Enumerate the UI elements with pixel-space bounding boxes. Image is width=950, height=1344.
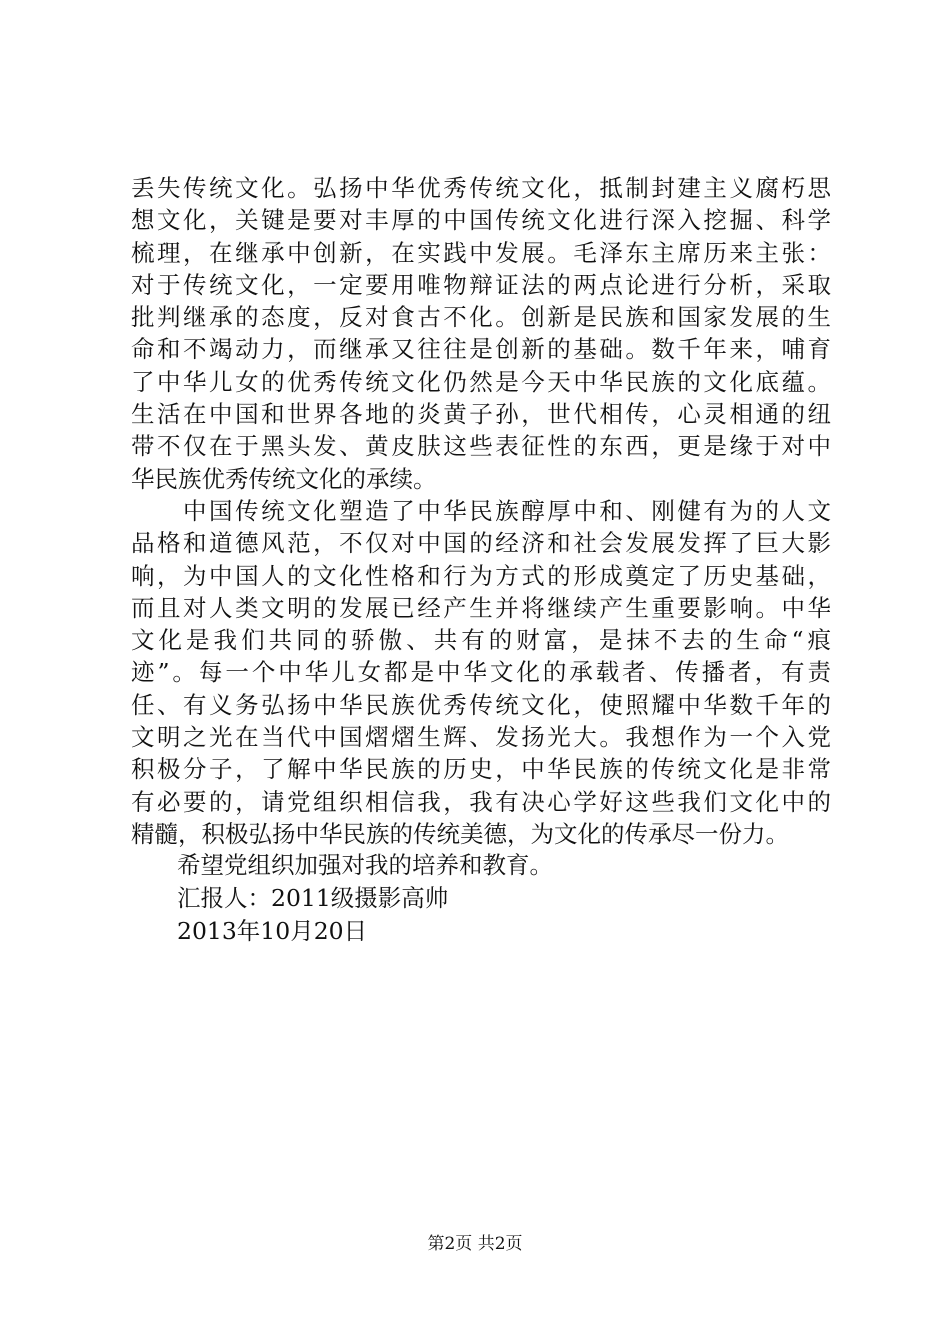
paragraph-1-line: 命和不竭动力，而继承又往往是创新的基础。数千年来，哺育 <box>131 335 831 364</box>
date-line: 2013年10月20日 <box>177 917 368 945</box>
closing-block <box>177 849 553 948</box>
paragraph-2-line: 响，为中国人的文化性格和行为方式的形成奠定了历史基础， <box>131 561 831 590</box>
paragraph-2-line: 文化是我们共同的骄傲、共有的财富，是抹不去的生命“痕 <box>131 626 831 655</box>
paragraph-1-line: 丢失传统文化。弘扬中华优秀传统文化，抵制封建主义腐朽思 <box>131 174 831 202</box>
paragraph-2-line: 而且对人类文明的发展已经产生并将继续产生重要影响。中华 <box>131 593 831 622</box>
paragraph-1-line: 生活在中国和世界各地的炎黄子孙，世代相传，心灵相通的纽 <box>131 400 831 429</box>
reporter-line: 汇报人：2011级摄影高帅 <box>177 884 449 912</box>
closing-wish: 希望党组织加强对我的培养和教育。 <box>177 851 553 879</box>
paragraph-2-line: 任、有义务弘扬中华民族优秀传统文化，使照耀中华数千年的 <box>131 690 831 719</box>
paragraph-2-line: 积极分子，了解中华民族的历史，中华民族的传统文化是非常 <box>131 755 831 784</box>
page-footer: 第2页 共2页 <box>427 1234 523 1254</box>
paragraph-1-line: 了中华儿女的优秀传统文化仍然是今天中华民族的文化底蕴。 <box>131 367 831 396</box>
paragraph-1-line: 带不仅在于黑头发、黄皮肤这些表征性的东西，更是缘于对中 <box>131 432 831 461</box>
body-text <box>131 172 831 850</box>
paragraph-1-line: 想文化，关键是要对丰厚的中国传统文化进行深入挖掘、科学 <box>131 206 831 235</box>
paragraph-1-line: 梳理，在继承中创新，在实践中发展。毛泽东主席历来主张： <box>131 238 831 267</box>
paragraph-2-line: 精髓，积极弘扬中华民族的传统美德，为文化的传承尽一份力。 <box>131 819 789 848</box>
paragraph-1-line: 对于传统文化，一定要用唯物辩证法的两点论进行分析，采取 <box>131 270 831 299</box>
paragraph-2-line: 迹”。每一个中华儿女都是中华文化的承载者、传播者，有责 <box>131 658 831 687</box>
paragraph-2-line: 品格和道德风范，不仅对中国的经济和社会发展发挥了巨大影 <box>131 529 831 558</box>
paragraph-2-line: 有必要的，请党组织相信我，我有决心学好这些我们文化中的 <box>131 787 831 816</box>
paragraph-2-line: 中国传统文化塑造了中华民族醇厚中和、刚健有为的人文 <box>131 496 831 525</box>
paragraph-1-line: 华民族优秀传统文化的承续。 <box>131 464 437 493</box>
paragraph-2-line: 文明之光在当代中国熠熠生辉、发扬光大。我想作为一个入党 <box>131 723 831 752</box>
paragraph-1-line: 批判继承的态度，反对食古不化。创新是民族和国家发展的生 <box>131 303 831 332</box>
